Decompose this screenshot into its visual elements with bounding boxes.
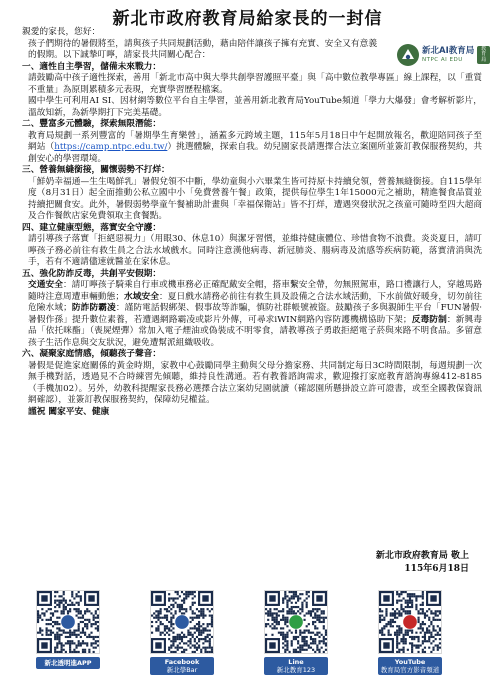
section-4-title: 四、建立健康型態，落實安全守護： [22, 222, 161, 233]
qr-youtube[interactable] [378, 590, 442, 675]
signature-date: 115年6月18日 [404, 563, 469, 574]
qr-code-icon [264, 590, 328, 654]
section-3-title: 三、營養無縫銜接，關懷弱勢不打烊： [22, 165, 170, 175]
qr-code-icon [378, 590, 442, 654]
section-5-paragraph [22, 280, 482, 349]
qr-youtube-name: YouTube [394, 658, 426, 666]
greeting: 親愛的家長，您好： [22, 27, 101, 37]
water-safety-text: ：夏日戲水請務必前往有救生員及設備之合法水域活動，下水前做好暖身，切勿前往危險水域； [28, 291, 483, 313]
qr-app[interactable] [36, 590, 100, 669]
qr-facebook-name: Facebook [164, 658, 200, 666]
signature-block [376, 550, 469, 575]
qr-code-icon [150, 590, 214, 654]
qr-youtube-sub: 教育局官方影音頻道 [380, 666, 440, 674]
qr-line-sub: 新北教育123 [276, 666, 316, 674]
section-2-text-before: 教育局規劃一系列豐富的「暑期學生育樂營」，涵蓋多元跨域主題，115年5月18日中午起開放報名，歡迎陪同孩子至網站（ [28, 130, 482, 152]
section-3-paragraph: 「鮮奶幸福通—生生喝鮮乳」暑假兌領不中斷，學幼童與小六畢業生皆可持原卡持續兌領，營養無縫銜接。自115學年度（8月31日）起全面推動公私立國中小「免費營養午餐」政策，提供每位學生1年15000元之補助，精進餐食品質並持續把關食安。此外，暑假弱勢學童午餐補助計畫與「幸福保衛站」皆不打烊，遭遇突發狀況之孩童可隨時至四大超商及合作餐飲店家免費領取主食餐點。 [28, 176, 482, 221]
qr-facebook[interactable] [150, 590, 214, 675]
section-1-paragraph-1: 請鼓勵高中孩子適性探索，善用「新北市高中與大學共創學習護照平臺」與「高中數位教學專區」線上課程，以「重質不重量」為原則累積多元表現，充實學習歷程檔案。 [28, 73, 482, 95]
traffic-safety-text: ：請叮嚀孩子騎乘自行車或機車務必正確配戴安全帽，搭車繫安全帶，勿無照駕車，路口禮讓行人，穿越馬路隨時注意周遭車輛動態； [28, 280, 483, 302]
qr-app-label [36, 657, 100, 669]
section-2-paragraph [22, 131, 482, 166]
section-5-title: 五、強化防詐反毒，共創平安假期： [22, 268, 161, 279]
qr-facebook-sub: 新北學Bar [166, 666, 198, 674]
qr-code-icon [36, 590, 100, 654]
section-6-title: 六、凝聚家庭情感，傾聽孩子聲音： [22, 349, 161, 359]
qr-code-row [22, 590, 474, 690]
anti-fraud-text: ：謹防電話假綁架、假事故等詐騙，慎防社群帳號被盜。鼓勵孩子多與親師生平台「FUN暑假·暑假作孫」提升數位素養，若遭遇網路霸凌或影片外傳，可尋求iWIN網路內容防護機構協助下架； [28, 303, 483, 325]
logo-badge: 教育局 [477, 46, 490, 65]
section-2-title: 二、豐富多元體驗，探索無限潛能： [22, 119, 161, 129]
qr-facebook-label [150, 657, 214, 675]
letter-title: 新北市政府教育局給家長的一封信 [112, 9, 383, 29]
qr-line-name: Line [288, 658, 304, 666]
section-1-title: 一、適性自主學習，儲備未來戰力： [22, 61, 161, 72]
qr-line-label [264, 657, 328, 675]
qr-app-name: 新北透明進APP [44, 659, 92, 667]
anti-fraud-label: 防詐防霸凌 [71, 303, 116, 313]
logo-main-text: 新北AI教育局 [422, 46, 475, 56]
water-safety-label: 水域安全 [124, 291, 159, 302]
qr-youtube-label [378, 657, 442, 675]
intro-paragraph: 孩子們期待的暑假將至，請與孩子共同規劃活動，藉由陪伴讓孩子擁有充實、安全又有意義的假期。以下誠摯叮嚀，請家長共同關心配合： [28, 38, 377, 60]
anti-drug-label: 反毒防制 [411, 314, 447, 325]
signature-org: 新北市政府教育局 敬上 [375, 551, 469, 561]
camp-website-link[interactable]: https://camp.ntpc.edu.tw/ [54, 142, 168, 152]
section-1-paragraph-2: 國中學生可利用AI SI、因材網等數位平台自主學習，並善用新北教育局YouTube頻道「學力大爆發」會考解析影片，溫故知新，為新學期打下完美基礎。 [28, 96, 482, 118]
section-6-paragraph: 暑假是促進家庭關係的黃金時期，家教中心鼓勵同學主動與父母分擔家務、共同制定每日3C時間限制，每週規劃一次無手機對話，透過見不合時練習先傾聽，維持良性溝通。若有教養諮詢需求，歡迎撥打家庭教育諮詢專線412-8185（手機加02）。另外，幼教科提醒家長務必選擇合法立案幼兒園就讀（確認園所懸掛設立許可證書，或至全國教保資訊網確認），並簽訂教保服務契約，保障幼兒權益。 [28, 360, 482, 405]
qr-line[interactable] [264, 590, 328, 675]
section-2-text-after: ）挑選體驗，探索自我。幼兒園家長請選擇合法立案園所並簽訂教保服務契約，共創安心的學習環境。 [28, 142, 483, 164]
section-4-paragraph: 請引導孩子落實「拒絕惡視力」（用眼30、休息10）與潔牙習慣，並維持健康體位、珍惜食物不浪費。炎炎夏日，請叮嚀孩子務必前往有救生員之合法水域戲水。同時注意漢他病毒、新冠肺炎、腸病毒及流感等疾病防範，落實清消與洗手，若有不適請儘速就醫並在家休息。 [28, 234, 482, 267]
logo-sub-text: NTPC AI EDU [422, 56, 463, 63]
letter-body [22, 27, 482, 418]
traffic-safety-label: 交通安全 [28, 280, 63, 290]
anti-drug-text: ：新興毒品「依托咪酯」（喪屍煙彈）常加入電子煙油或偽裝成不明零食，請教導孩子勇敢拒絕電子菸與來路不明食品。多留意孩子生活作息與交友狀況，避免遭幫派組織吸收。 [28, 314, 483, 348]
closing-wish: 謹祝 闔家平安、健康 [28, 406, 110, 417]
